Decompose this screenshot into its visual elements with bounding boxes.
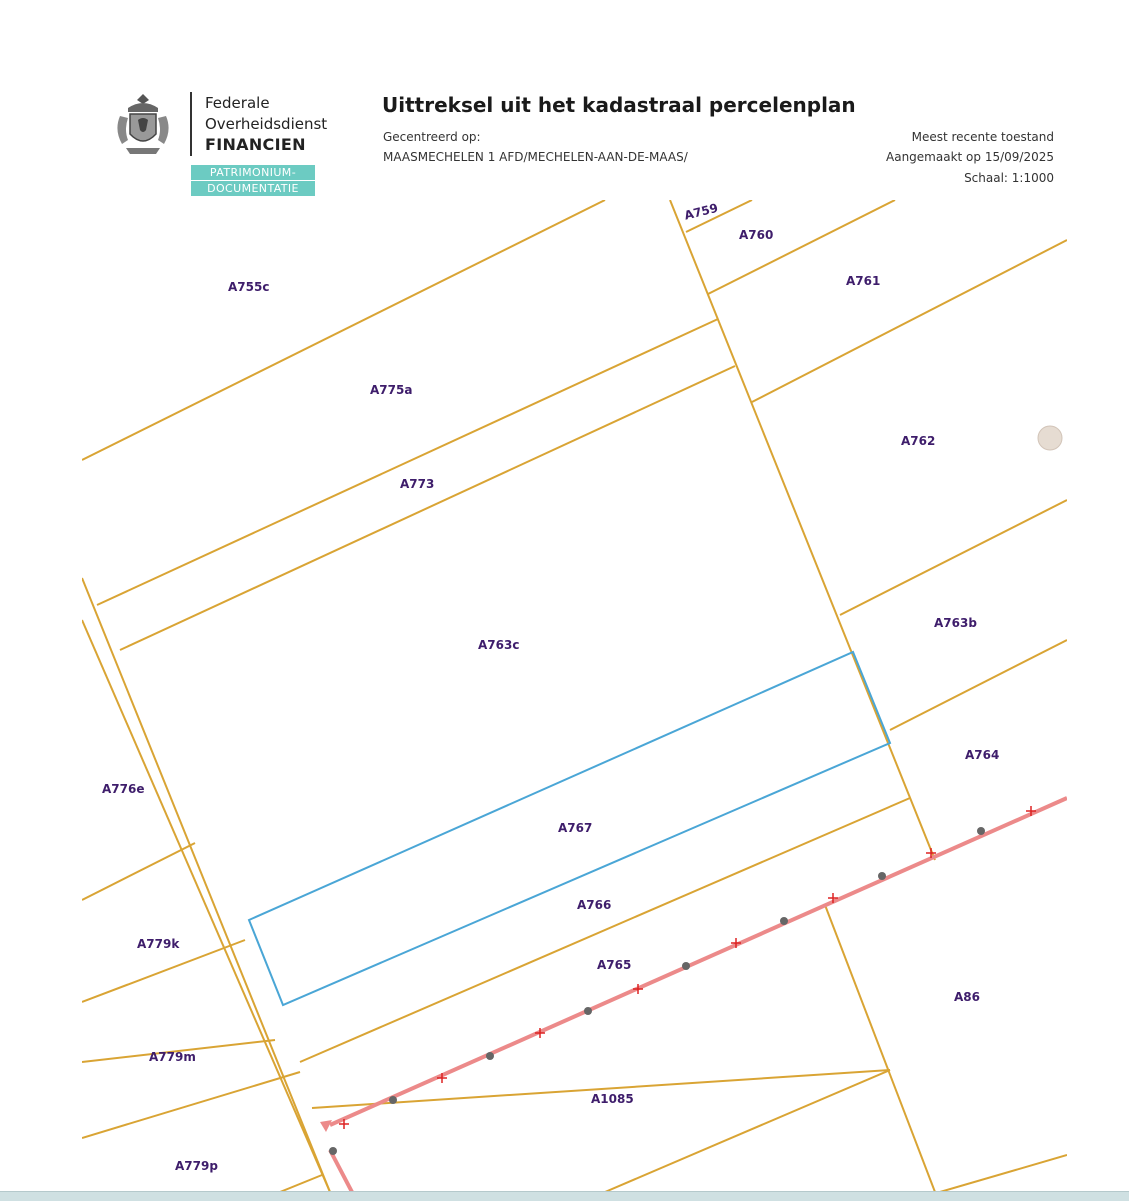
parcel-label: A775a xyxy=(370,383,413,397)
map-marker-icon xyxy=(320,1120,332,1132)
parcel-label: A763b xyxy=(934,616,977,630)
parcel-boundary xyxy=(840,500,1067,615)
parcel-label: A1085 xyxy=(591,1092,634,1106)
route-line xyxy=(330,798,1067,1125)
parcel-label: A762 xyxy=(901,434,936,448)
department-band-line2: DOCUMENTATIE xyxy=(191,181,315,196)
status-text: Meest recente toestand xyxy=(911,130,1054,144)
parcel-boundary xyxy=(605,1070,890,1192)
parcel-label: A759 xyxy=(682,200,720,223)
org-name-line1: Federale xyxy=(205,94,270,112)
parcel-label: A773 xyxy=(400,477,435,491)
parcel-boundary xyxy=(940,1155,1067,1192)
org-name-line2: Overheidsdienst xyxy=(205,115,328,133)
parcel-boundary xyxy=(82,1072,300,1138)
org-name-line3: FINANCIEN xyxy=(205,135,306,154)
parcel-label: A767 xyxy=(558,821,593,835)
parcel-boundary xyxy=(752,240,1067,402)
parcel-boundary xyxy=(300,798,910,1062)
route-line-branch xyxy=(330,1150,352,1192)
parcel-boundary xyxy=(82,200,605,460)
centered-on-value: MAASMECHELEN 1 AFD/MECHELEN-AAN-DE-MAAS/ xyxy=(383,150,688,164)
department-band-line1: PATRIMONIUM- xyxy=(191,165,315,180)
parcel-boundary xyxy=(280,1175,322,1192)
parcel-label: A764 xyxy=(965,748,1000,762)
document-title: Uittreksel uit het kadastraal percelenplan xyxy=(382,93,856,117)
parcel-label: A779k xyxy=(137,937,180,951)
parcel-label: A779p xyxy=(175,1159,218,1173)
parcel-label: A761 xyxy=(846,274,881,288)
centered-on-label: Gecentreerd op: xyxy=(383,130,481,144)
parcel-label: A760 xyxy=(739,228,774,242)
parcel-label: A86 xyxy=(954,990,980,1004)
map-control-icon[interactable] xyxy=(1038,426,1062,450)
parcel-label: A779m xyxy=(149,1050,196,1064)
created-date: Aangemaakt op 15/09/2025 xyxy=(886,150,1054,164)
parcel-label: A776e xyxy=(102,782,145,796)
parcel-boundary xyxy=(97,319,718,605)
parcel-boundary xyxy=(82,620,330,1192)
parcel-label: A765 xyxy=(597,958,632,972)
parcel-label: A755c xyxy=(228,280,270,294)
scale-text: Schaal: 1:1000 xyxy=(964,171,1054,185)
parcel-boundary xyxy=(120,366,735,650)
parcel-label: A766 xyxy=(577,898,612,912)
parcel-label: A763c xyxy=(478,638,520,652)
parcel-boundary xyxy=(670,200,935,860)
parcel-boundary xyxy=(82,843,195,900)
parcel-boundary xyxy=(890,640,1067,730)
parcel-boundary xyxy=(825,905,935,1192)
